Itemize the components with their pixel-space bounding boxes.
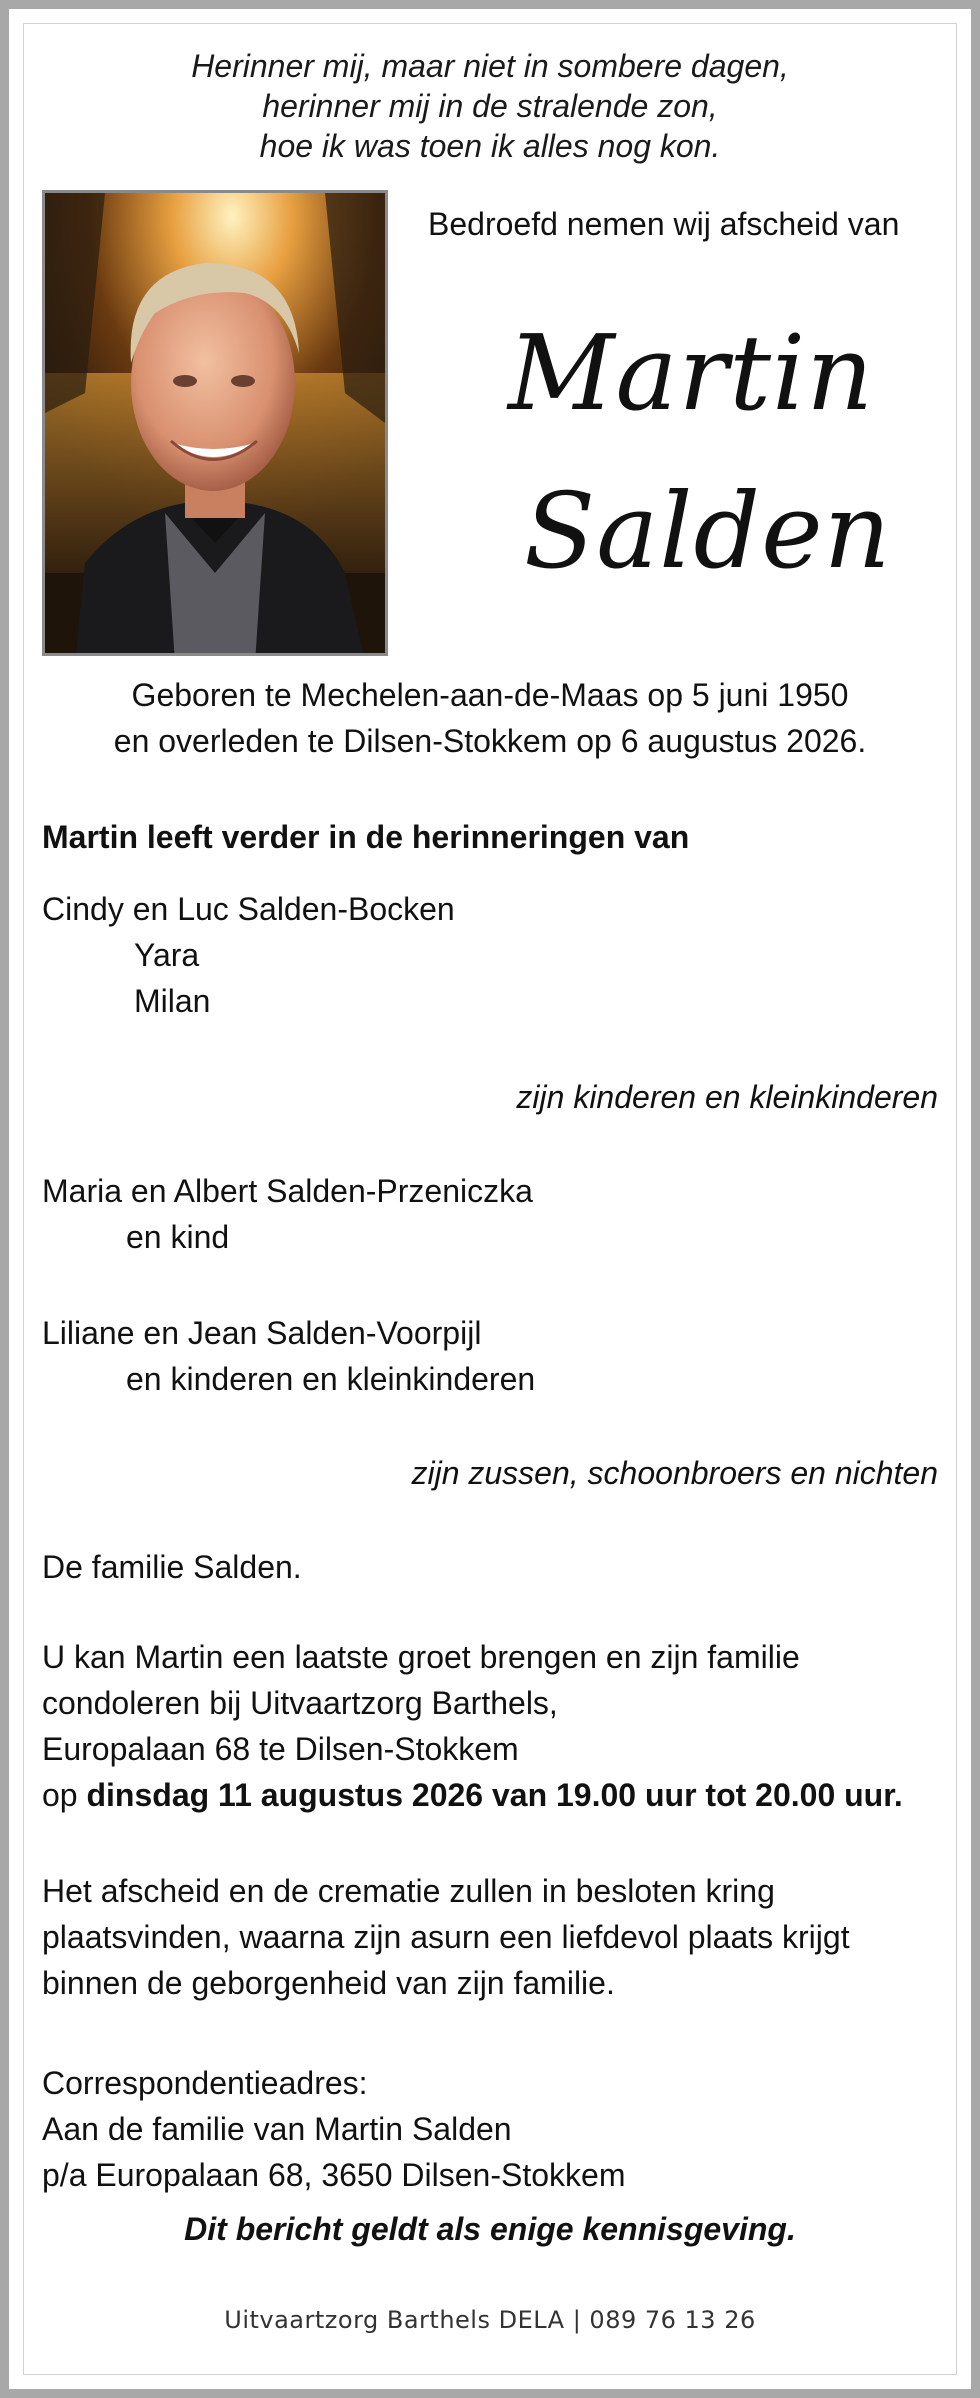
family-sub: en kind	[126, 1219, 230, 1255]
poem-line: herinner mij in de stralende zon,	[262, 88, 718, 124]
visit-datetime-line	[42, 1772, 938, 1818]
cremation-info	[42, 1868, 938, 2006]
poem-line: Herinner mij, maar niet in sombere dagen,	[191, 48, 789, 84]
correspondence-label: Correspondentieadres:	[42, 2065, 368, 2101]
visit-prefix: op	[42, 1777, 87, 1813]
correspondence-address	[42, 2060, 938, 2198]
deceased-last-name: Salden	[524, 470, 892, 592]
poem	[0, 46, 980, 166]
family-parents: Maria en Albert Salden-Przeniczka	[42, 1173, 533, 1209]
relation-siblings: zijn zussen, schoonbroers en nichten	[411, 1455, 938, 1491]
grandchild: Yara	[134, 937, 200, 973]
visit-line: U kan Martin een laatste groet brengen en zijn familie	[42, 1639, 800, 1675]
death-line: en overleden te Dilsen-Stokkem op 6 augustus 2026.	[113, 723, 867, 759]
intro-text: Bedroefd nemen wij afscheid van	[428, 206, 900, 242]
footer-contact: Uitvaartzorg Barthels DELA | 089 76 13 26	[224, 2306, 756, 2334]
family-parents: Cindy en Luc Salden-Bocken	[42, 891, 455, 927]
family-group-3	[42, 1310, 938, 1402]
visitation-info	[42, 1634, 938, 1818]
family-group-2	[42, 1168, 938, 1260]
visit-line: Europalaan 68 te Dilsen-Stokkem	[42, 1731, 519, 1767]
notice-text: Dit bericht geldt als enige kennisgeving.	[184, 2211, 796, 2247]
family-parents: Liliane en Jean Salden-Voorpijl	[42, 1315, 482, 1351]
cremation-line: binnen de geborgenheid van zijn familie.	[42, 1965, 615, 2001]
deceased-first-name: Martin	[508, 312, 875, 434]
family-sub: en kinderen en kleinkinderen	[126, 1361, 536, 1397]
memory-heading: Martin leeft verder in de herinneringen van	[42, 819, 690, 855]
visit-line: condoleren bij Uitvaartzorg Barthels,	[42, 1685, 558, 1721]
poem-line: hoe ik was toen ik alles nog kon.	[259, 128, 721, 164]
family-group-1	[42, 886, 938, 1024]
portrait-image	[45, 193, 385, 653]
portrait-photo	[42, 190, 388, 656]
family-name: De familie Salden.	[42, 1549, 302, 1585]
birth-death-text	[0, 672, 980, 764]
cremation-line: plaatsvinden, waarna zijn asurn een liefdevol plaats krijgt	[42, 1919, 850, 1955]
correspondence-line: Aan de familie van Martin Salden	[42, 2111, 512, 2147]
relation-children: zijn kinderen en kleinkinderen	[516, 1079, 938, 1115]
birth-line: Geboren te Mechelen-aan-de-Maas op 5 juni 1950	[131, 677, 849, 713]
correspondence-line: p/a Europalaan 68, 3650 Dilsen-Stokkem	[42, 2157, 626, 2193]
grandchild: Milan	[134, 983, 211, 1019]
visit-datetime: dinsdag 11 augustus 2026 van 19.00 uur tot 20.00 uur.	[86, 1777, 903, 1813]
cremation-line: Het afscheid en de crematie zullen in besloten kring	[42, 1873, 775, 1909]
